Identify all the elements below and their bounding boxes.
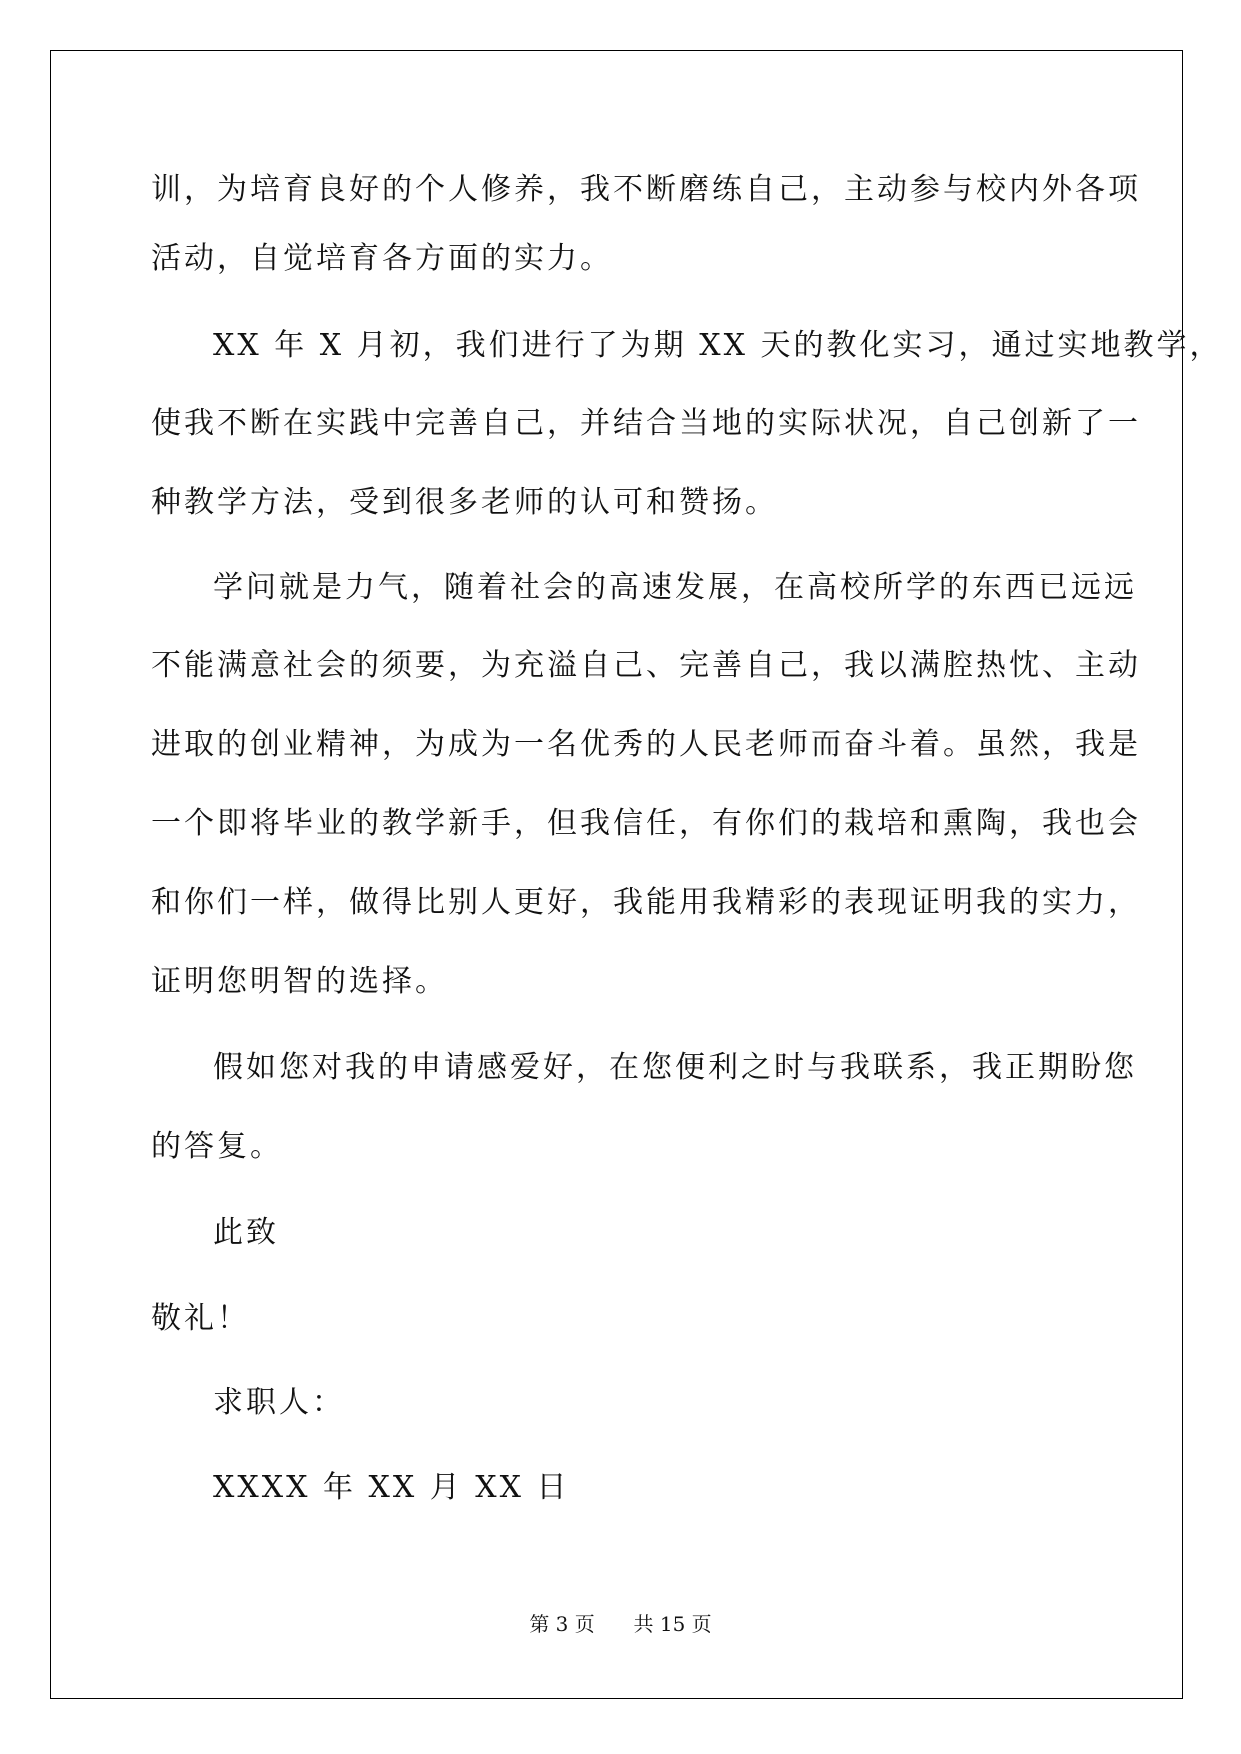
page-number: 第 3 页 [529,1612,595,1636]
body-line-11: 证明您明智的选择。 [151,964,448,999]
page-footer [0,1612,1241,1636]
body-line-13: 的答复。 [151,1129,283,1164]
date-line: XXXX 年 XX 月 XX 日 [213,1470,570,1505]
closing-line: 此致 [213,1215,279,1250]
body-line-7: 不能满意社会的须要，为充溢自己、完善自己，我以满腔热忱、主动 [151,648,1141,683]
body-line-4: 使我不断在实践中完善自己，并结合当地的实际状况，自己创新了一 [151,406,1141,441]
body-line-10: 和你们一样，做得比别人更好，我能用我精彩的表现证明我的实力， [151,885,1141,920]
applicant-line: 求职人： [213,1385,345,1420]
body-line-12: 假如您对我的申请感爱好，在您便利之时与我联系，我正期盼您 [213,1050,1137,1085]
page-border [50,50,1183,1699]
body-line-9: 一个即将毕业的教学新手，但我信任，有你们的栽培和熏陶，我也会 [151,806,1141,841]
body-line-2: 活动，自觉培育各方面的实力。 [151,241,613,276]
body-line-3: XX 年 X 月初，我们进行了为期 XX 天的教化实习，通过实地教学， [213,328,1223,363]
salutation-line: 敬礼！ [151,1301,250,1336]
page-total: 共 15 页 [633,1612,712,1636]
body-line-5: 种教学方法，受到很多老师的认可和赞扬。 [151,485,778,520]
body-line-8: 进取的创业精神，为成为一名优秀的人民老师而奋斗着。虽然，我是 [151,727,1141,762]
body-line-6: 学问就是力气，随着社会的高速发展，在高校所学的东西已远远 [213,570,1137,605]
body-line-1: 训，为培育良好的个人修养，我不断磨练自己，主动参与校内外各项 [151,172,1141,207]
